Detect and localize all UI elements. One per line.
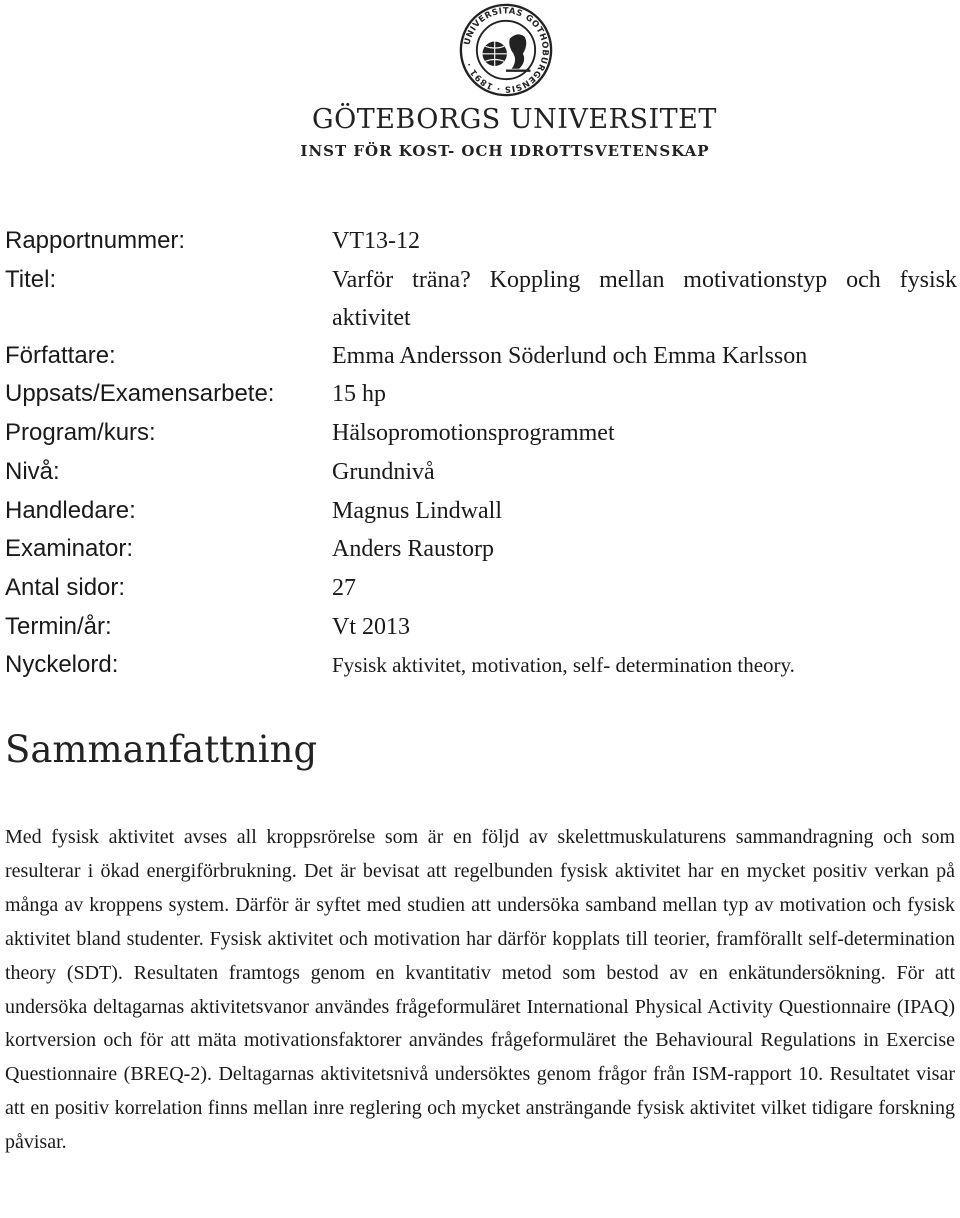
meta-value: Vt 2013: [332, 613, 410, 640]
meta-row-program: [5, 414, 957, 453]
meta-row-page-count: [5, 569, 957, 608]
meta-row-title: [5, 261, 957, 337]
ship-icon: [506, 34, 530, 70]
university-name: GÖTEBORGS UNIVERSITET: [312, 104, 717, 135]
meta-value: Magnus Lindwall: [332, 497, 502, 524]
meta-row-examiner: [5, 530, 957, 569]
meta-label: Program/kurs:: [5, 419, 156, 447]
meta-label: Handledare:: [5, 496, 136, 524]
meta-label: Rapportnummer:: [5, 227, 186, 254]
meta-row-term: [5, 608, 957, 647]
meta-row-thesis-credits: [5, 375, 957, 414]
university-seal-logo: [459, 3, 553, 97]
abstract-text: Med fysisk aktivitet avses all kroppsrörelse som är en följd av skelettmuskulaturens sammandragning och som resulterar i ökad energiförbrukning. Det är bevisat att regelbunden fysisk aktivitet har en mycket positiv verkan på många av kroppens system. Därför är syftet med studien att undersöka samband mellan typ av motivation och fysisk aktivitet bland studenter. Fysisk aktivitet och motivation har därför kopplats till teorier, framförallt self-determination theory (SDT). Resultaten framtogs genom en kvantitativ metod som bestod av en enkätundersökning. För att undersöka deltagarnas aktivitetsvanor användes frågeformuläret International Physical Activity Questionnaire (IPAQ) kortversion och för att mäta motivationsfaktorer användes frågeformuläret the Behavioural Regulations in Exercise Questionnaire (BREQ-2). Deltagarnas aktivitetsnivå undersöktes genom frågor från ISM-rapport 10. Resultatet visar att en positiv korrelation finns mellan inre reglering och mycket ansträngande fysisk aktivitet vilket tidigare forskning påvisar.: [5, 826, 955, 1154]
meta-value: VT13-12: [332, 228, 420, 254]
page-header: [0, 0, 960, 170]
meta-label: Uppsats/Examensarbete:: [5, 380, 275, 408]
meta-label: Antal sidor:: [5, 573, 126, 601]
meta-row-report-number: [5, 222, 957, 261]
department-name: INST FÖR KOST- OCH IDROTTSVETENSKAP: [300, 142, 710, 160]
meta-row-authors: [5, 337, 957, 376]
meta-label: Nyckelord:: [5, 651, 119, 679]
meta-row-level: [5, 453, 957, 492]
meta-value: 15 hp: [332, 381, 386, 408]
meta-label: Termin/år:: [5, 612, 112, 640]
meta-label: Nivå:: [5, 457, 60, 485]
meta-label: Titel:: [5, 265, 57, 293]
meta-row-supervisor: [5, 492, 957, 531]
report-metadata: [5, 222, 957, 685]
meta-row-keywords: [5, 646, 957, 685]
meta-value: Emma Andersson Söderlund och Emma Karlsson: [332, 342, 808, 369]
abstract-heading: Sammanfattning: [5, 728, 318, 771]
globe-icon: [483, 42, 507, 66]
meta-value: Grundnivå: [332, 458, 435, 485]
meta-value: Anders Raustorp: [332, 536, 494, 563]
meta-value: Fysisk aktivitet, motivation, self- determination theory.: [332, 653, 795, 678]
meta-label: Författare:: [5, 341, 116, 369]
meta-value: Hälsopromotionsprogrammet: [332, 420, 615, 447]
meta-value: 27: [332, 574, 356, 601]
seal-lettering: UNIVERSITAS GOTHOBURGENSIS · 1891 ·: [461, 5, 551, 95]
meta-label: Examinator:: [5, 535, 134, 563]
meta-value: Varför träna? Koppling mellan motivationstyp och fysisk aktivitet: [332, 266, 957, 331]
